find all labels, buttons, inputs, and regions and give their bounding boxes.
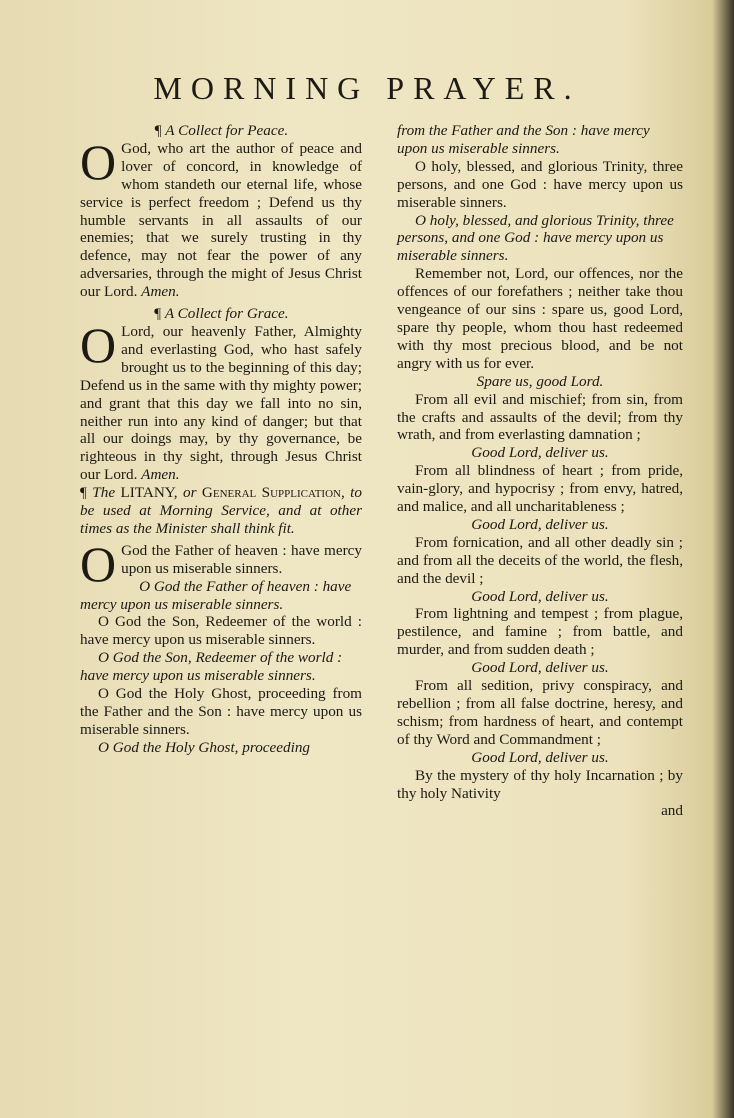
litany-heading [80, 484, 362, 538]
response-spare: Spare us, good Lord. [476, 372, 604, 390]
invocation-father-body: God the Father of heaven : have mercy upon us miserable sinners. [121, 541, 362, 577]
drop-cap: O [80, 535, 117, 592]
drop-cap: O [80, 133, 117, 190]
response-trinity: O holy, blessed, and glorious Trinity, three persons, and one God : have mercy upon us miserable sinners. [397, 211, 674, 265]
invocation-ghost: O God the Holy Ghost, proceeding from the Father and the Son : have mercy upon us miserable sinners. [80, 685, 362, 738]
from-sedition: From all sedition, privy conspiracy, and rebellion ; from all false doctrine, heresy, and schism; from hardness of heart, and contempt of thy Word and Commandment ; [397, 677, 683, 748]
amen: Amen. [141, 466, 180, 484]
response-ghost-start: O God the Holy Ghost, proceeding [98, 738, 311, 756]
catchword: and [661, 802, 683, 820]
collect-grace-body: Lord, our heavenly Father, Almighty and everlasting God, who hast safely brought us to the beginning of this day; Defend us in the same with thy mighty power; and grant that this day we fall into no sin, neither run into any kind of danger; but that all our doings may, by thy governance, be righteous in thy sight, through Jesus Christ our Lord. [80, 322, 362, 484]
collect-peace-text [80, 133, 362, 301]
response-deliver: Good Lord, deliver us. [471, 515, 609, 533]
invocation-father [80, 535, 362, 592]
invocation-son: O God the Son, Redeemer of the world : have mercy upon us miserable sinners. [80, 613, 362, 649]
by-the-mystery: By the mystery of thy holy Incarnation ; by thy holy Nativity [397, 766, 683, 802]
invocation-trinity: O holy, blessed, and glorious Trinity, three persons, and one God : have mercy upon us miserable sinners. [397, 157, 683, 211]
response-son: O God the Son, Redeemer of the world : have mercy upon us miserable sinners. [80, 649, 343, 685]
litany-general: General Supplication, [201, 484, 345, 502]
response-deliver: Good Lord, deliver us. [471, 587, 609, 605]
drop-cap: O [80, 316, 117, 373]
remember-not: Remember not, Lord, our offences, nor the offences of our forefathers ; neither take thou vengeance of our sins : spare us, good Lord, spare thy people, whom thou hast redeemed with thy most precious blood, and be not angry with us for ever. [397, 265, 683, 372]
litany-rubric: to be used at Morning Service, and at other times as the Minister shall think fit. [80, 484, 362, 537]
left-column [80, 122, 362, 757]
litany-the: The [92, 484, 116, 502]
page-title: MORNING PRAYER. [153, 70, 581, 106]
collect-grace-heading: ¶ A Collect for Grace. [153, 305, 289, 323]
collect-peace-heading: ¶ A Collect for Peace. [153, 122, 289, 139]
from-fornication: From fornication, and all other deadly sin ; and from all the deceits of the world, the flesh, and the devil ; [397, 533, 683, 587]
from-lightning: From lightning and tempest ; from plague, pestilence, and famine ; from battle, and murder, and from sudden death ; [397, 605, 683, 659]
response-deliver: Good Lord, deliver us. [471, 659, 609, 677]
response-father: O God the Father of heaven : have mercy upon us miserable sinners. [80, 577, 352, 613]
collect-grace-text [80, 316, 362, 484]
litany-or: or [182, 484, 197, 502]
from-all-evil: From all evil and mischief; from sin, from the crafts and assaults of the devil; from thy wrath, and from everlasting damnation ; [397, 390, 683, 444]
response-deliver: Good Lord, deliver us. [471, 748, 609, 766]
from-blindness: From all blindness of heart ; from pride, vain-glory, and hypocrisy ; from envy, hatred, and malice, and all uncharitableness ; [397, 462, 683, 516]
amen: Amen. [141, 283, 180, 301]
right-column [397, 122, 683, 820]
response-ghost-end: from the Father and the Son : have mercy upon us miserable sinners. [397, 122, 650, 157]
response-deliver: Good Lord, deliver us. [471, 444, 609, 462]
pilcrow: ¶ [80, 484, 87, 502]
collect-peace-body: God, who art the author of peace and lover of concord, in knowledge of whom standeth our eternal life, whose service is perfect freedom ; Defend us thy humble servants in all assaults of our enemies; that we surely trusting in thy defence, may not fear the power of any adversaries, through the might of Jesus Christ our Lord. [80, 139, 362, 301]
litany-name: LITANY, [120, 484, 178, 502]
